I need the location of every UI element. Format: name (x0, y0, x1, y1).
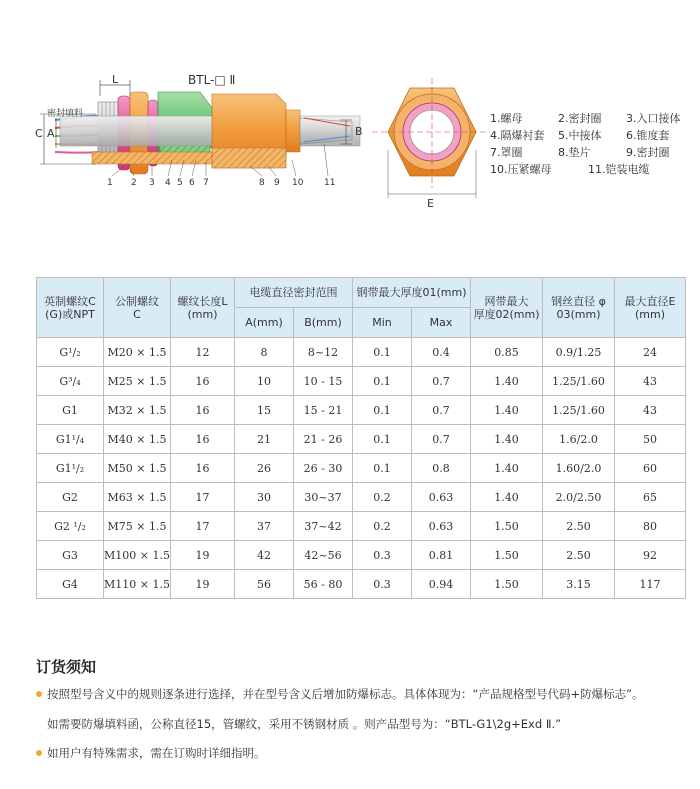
header-steel-band-thickness: 钢带最大厚度01(mm) (353, 278, 471, 308)
legend-item: 4.隔爆衬套 (490, 129, 545, 142)
table-cell: 0.8 (412, 454, 471, 483)
legend-row (490, 127, 695, 144)
note-item-2 (36, 745, 266, 761)
dim-label-e: E (427, 197, 434, 210)
table-cell: 0.2 (353, 512, 412, 541)
dim-label-l: L (112, 73, 119, 86)
table-cell: M110 × 1.5 (104, 570, 171, 599)
header-max-diameter: 最大直径E (mm) (615, 278, 686, 338)
header-wire-diameter: 钢丝直径 φ 03(mm) (543, 278, 615, 338)
table-cell: 15 - 21 (294, 396, 353, 425)
table-cell: 42~56 (294, 541, 353, 570)
table-cell: 0.3 (353, 541, 412, 570)
note-text: 按照型号含义中的规则逐条进行选择，并在型号含义后增加防爆标志。具体体现为：“产品规格型号代码+防爆标志”。 (47, 687, 644, 701)
nut-tail (286, 110, 300, 152)
table-cell: G4 (37, 570, 104, 599)
table-cell: 43 (615, 396, 686, 425)
legend-item: 8.垫片 (558, 146, 591, 159)
legend-item: 6.锥度套 (626, 129, 670, 142)
legend-item: 9.密封圈 (626, 146, 670, 159)
table-cell: 65 (615, 483, 686, 512)
table-cell: G1¹/₂ (37, 454, 104, 483)
table-cell: 17 (171, 512, 235, 541)
table-cell: 0.63 (412, 483, 471, 512)
table-cell: 1.40 (471, 483, 543, 512)
end-view (372, 78, 490, 198)
table-cell: 0.81 (412, 541, 471, 570)
table-cell: 16 (171, 425, 235, 454)
dim-label-c: C (35, 127, 43, 140)
table-header (37, 278, 686, 338)
header-a-mm: A(mm) (235, 308, 294, 338)
table-cell: M100 × 1.5 (104, 541, 171, 570)
table-cell: 16 (171, 454, 235, 483)
seal-filler-label: 密封填料 (47, 109, 84, 119)
table-cell: 24 (615, 338, 686, 367)
table-cell: G2 ¹/₂ (37, 512, 104, 541)
table-cell: 0.4 (412, 338, 471, 367)
table-cell: M32 × 1.5 (104, 396, 171, 425)
table-cell: 26 - 30 (294, 454, 353, 483)
legend-row (490, 110, 695, 127)
table-cell: 1.40 (471, 396, 543, 425)
parts-legend (490, 110, 695, 178)
table-cell: 92 (615, 541, 686, 570)
table-cell: 30 (235, 483, 294, 512)
header-min: Min (353, 308, 412, 338)
spec-table (36, 277, 686, 599)
note-text: 如用户有特殊需求，需在订购时详细指明。 (47, 746, 266, 760)
table-row (37, 570, 686, 599)
table-row (37, 512, 686, 541)
table-cell: 1.50 (471, 512, 543, 541)
part-number: 7 (203, 178, 209, 188)
table-cell: 0.94 (412, 570, 471, 599)
table-cell: 26 (235, 454, 294, 483)
table-cell: 1.25/1.60 (543, 396, 615, 425)
dim-label-b: B (355, 125, 363, 138)
table-cell: M75 × 1.5 (104, 512, 171, 541)
header-max: Max (412, 308, 471, 338)
table-cell: 3.15 (543, 570, 615, 599)
header-b-mm: B(mm) (294, 308, 353, 338)
table-cell: 0.1 (353, 425, 412, 454)
table-cell: 1.40 (471, 425, 543, 454)
table-cell: 56 - 80 (294, 570, 353, 599)
table-cell: 1.40 (471, 454, 543, 483)
table-cell: 117 (615, 570, 686, 599)
table-cell: 8~12 (294, 338, 353, 367)
table-cell: 0.3 (353, 570, 412, 599)
note-item-1 (36, 686, 644, 702)
table-cell: 0.1 (353, 338, 412, 367)
table-cell: 10 (235, 367, 294, 396)
legend-item: 11.铠装电缆 (588, 163, 650, 176)
bottom-section (92, 152, 212, 164)
table-cell: 8 (235, 338, 294, 367)
table-cell: 43 (615, 367, 686, 396)
legend-item: 3.入口接体 (626, 112, 681, 125)
table-cell: G1¹/₄ (37, 425, 104, 454)
table-cell: 60 (615, 454, 686, 483)
table-cell: 16 (171, 396, 235, 425)
table-cell: 42 (235, 541, 294, 570)
table-cell: M25 × 1.5 (104, 367, 171, 396)
table-cell: 37 (235, 512, 294, 541)
legend-item: 5.中接体 (558, 129, 602, 142)
table-cell: 0.9/1.25 (543, 338, 615, 367)
part-number: 11 (324, 178, 336, 188)
note-text: 如需要防爆填料函，公称直径15，管螺纹，采用不锈钢材质 。则产品型号为：“BTL-G1\2g+Exd Ⅱ.” (47, 717, 562, 731)
table-cell: 2.50 (543, 512, 615, 541)
part-number: 5 (177, 178, 183, 188)
table-cell: 0.63 (412, 512, 471, 541)
table-cell: 30~37 (294, 483, 353, 512)
table-cell: 0.7 (412, 367, 471, 396)
bullet-icon (36, 691, 42, 697)
table-cell: 0.7 (412, 425, 471, 454)
legend-item: 10.压紧螺母 (490, 163, 552, 176)
table-cell: 50 (615, 425, 686, 454)
header-cable-seal-range: 电缆直径密封范围 (235, 278, 353, 308)
bullet-icon (36, 750, 42, 756)
table-cell: 0.1 (353, 396, 412, 425)
table-cell: M20 × 1.5 (104, 338, 171, 367)
table-cell: G2 (37, 483, 104, 512)
legend-item: 1.螺母 (490, 112, 523, 125)
model-label: BTL-□ Ⅱ (188, 73, 236, 87)
table-cell: 1.50 (471, 570, 543, 599)
header-imperial-thread: 英制螺纹C (G)或NPT (37, 278, 104, 338)
table-cell: G1 (37, 396, 104, 425)
legend-row (490, 161, 695, 178)
table-row (37, 454, 686, 483)
table-cell: 1.60/2.0 (543, 454, 615, 483)
header-metric-thread: 公制螺纹 C (104, 278, 171, 338)
table-cell: 0.85 (471, 338, 543, 367)
table-cell: 19 (171, 570, 235, 599)
table-row (37, 367, 686, 396)
table-cell: 21 - 26 (294, 425, 353, 454)
header-thread-length: 螺纹长度L (mm) (171, 278, 235, 338)
table-cell: 10 - 15 (294, 367, 353, 396)
table-cell: 1.40 (471, 367, 543, 396)
table-cell: 1.50 (471, 541, 543, 570)
header-mesh-thickness: 网带最大 厚度02(mm) (471, 278, 543, 338)
table-cell: 0.7 (412, 396, 471, 425)
table-body (37, 338, 686, 599)
table-cell: 1.25/1.60 (543, 367, 615, 396)
table-cell: 0.1 (353, 367, 412, 396)
table-cell: 21 (235, 425, 294, 454)
legend-item: 7.罩圈 (490, 146, 523, 159)
table-cell: 1.6/2.0 (543, 425, 615, 454)
table-cell: G¹/₂ (37, 338, 104, 367)
table-row (37, 483, 686, 512)
note-item-1-continued (47, 716, 561, 732)
part-number: 8 (259, 178, 265, 188)
ordering-notes-title: 订货须知 (36, 658, 97, 676)
dim-label-a: A (47, 127, 55, 140)
table-cell: 37~42 (294, 512, 353, 541)
table-cell: G3 (37, 541, 104, 570)
legend-row (490, 144, 695, 161)
part-number: 6 (189, 178, 195, 188)
table-cell: G³/₄ (37, 367, 104, 396)
legend-item: 2.密封圈 (558, 112, 602, 125)
table-row (37, 338, 686, 367)
part-number: 2 (131, 178, 137, 188)
table-cell: 2.0/2.50 (543, 483, 615, 512)
table-row (37, 396, 686, 425)
product-diagram (0, 0, 700, 265)
part-number: 9 (274, 178, 280, 188)
table-cell: 17 (171, 483, 235, 512)
table-cell: 0.1 (353, 454, 412, 483)
part-number: 4 (165, 178, 171, 188)
table-cell: 15 (235, 396, 294, 425)
part-number: 1 (107, 178, 113, 188)
table-cell: 0.2 (353, 483, 412, 512)
table-cell: 2.50 (543, 541, 615, 570)
part-number: 3 (149, 178, 155, 188)
table-cell: M40 × 1.5 (104, 425, 171, 454)
table-cell: 80 (615, 512, 686, 541)
table-row (37, 425, 686, 454)
table-cell: M50 × 1.5 (104, 454, 171, 483)
table-cell: M63 × 1.5 (104, 483, 171, 512)
table-row (37, 541, 686, 570)
table-cell: 19 (171, 541, 235, 570)
part-number: 10 (292, 178, 304, 188)
table-cell: 16 (171, 367, 235, 396)
compression-nut-section (212, 148, 286, 168)
table-cell: 12 (171, 338, 235, 367)
table-cell: 56 (235, 570, 294, 599)
